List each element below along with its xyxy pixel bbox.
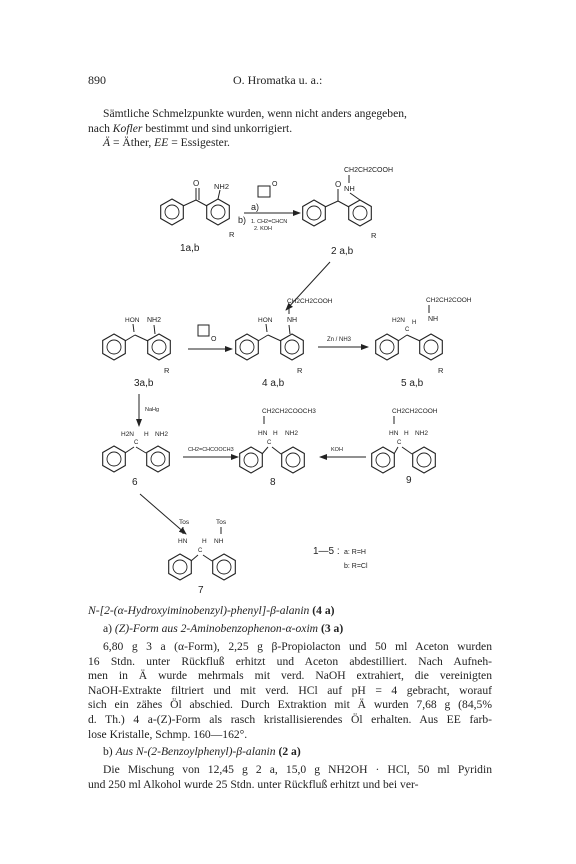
svg-text:KOH: KOH <box>331 447 343 453</box>
label-3: 3a,b <box>134 378 154 389</box>
page-number: 890 <box>88 73 106 87</box>
svg-text:NH2: NH2 <box>147 317 162 324</box>
compound-4 <box>236 298 333 389</box>
running-header: O. Hromatka u. a.: <box>233 73 323 87</box>
compound-8 <box>240 408 317 488</box>
svg-text:a): a) <box>251 202 260 212</box>
svg-text:NaHg: NaHg <box>145 407 160 413</box>
svg-text:C: C <box>134 440 139 446</box>
svg-text:Tos: Tos <box>179 519 190 526</box>
compound-3 <box>103 317 171 389</box>
svg-text:HON: HON <box>125 317 140 324</box>
svg-text:H: H <box>144 431 149 438</box>
arrow-6-7 <box>140 494 186 534</box>
abbreviations: Ä = Äther, EE = Essigester. <box>103 136 230 150</box>
svg-text:NH2: NH2 <box>415 430 429 437</box>
svg-text:O: O <box>272 181 278 188</box>
label-2: 2 a,b <box>331 246 354 257</box>
svg-text:NH2: NH2 <box>285 430 299 437</box>
svg-text:R: R <box>297 366 303 375</box>
label-7: 7 <box>198 585 204 596</box>
svg-text:R: R <box>438 366 444 375</box>
svg-text:H: H <box>412 320 417 326</box>
svg-text:b: R=Cl: b: R=Cl <box>344 563 368 570</box>
svg-text:R: R <box>229 230 235 239</box>
svg-text:HON: HON <box>258 317 273 324</box>
label-4: 4 a,b <box>262 378 285 389</box>
svg-text:NH: NH <box>428 316 439 323</box>
reaction-9-8 <box>320 447 366 457</box>
svg-text:a: R=H: a: R=H <box>344 549 366 556</box>
svg-text:CH2CH2COOH: CH2CH2COOH <box>287 298 333 305</box>
svg-text:R: R <box>371 231 377 240</box>
label-5: 5 a,b <box>401 378 424 389</box>
svg-text:HN: HN <box>178 538 188 545</box>
svg-text:H: H <box>273 430 278 437</box>
svg-text:b): b) <box>238 215 247 225</box>
reaction-6-8 <box>183 447 238 457</box>
compound-7 <box>169 519 236 596</box>
intro-line-2: nach Kofler bestimmt und sind unkorrigiert. <box>88 121 293 135</box>
svg-text:C: C <box>405 327 410 333</box>
intro-line-1: Sämtliche Schmelzpunkte wurden, wenn nicht anders angegeben, <box>103 107 407 120</box>
svg-text:1—5 :: 1—5 : <box>313 546 340 557</box>
label-9: 9 <box>406 475 412 486</box>
svg-text:NH: NH <box>287 317 298 324</box>
reaction-3-6 <box>139 394 159 426</box>
scheme-legend <box>313 546 368 570</box>
subsection-b-heading: b) Aus N-(2-Benzoylphenyl)-β-alanin (2 a) <box>103 745 301 758</box>
svg-text:HN: HN <box>389 430 399 437</box>
reaction-1-2 <box>238 181 300 232</box>
svg-text:H: H <box>202 538 207 545</box>
reaction-3-4 <box>188 325 232 349</box>
compound-1 <box>161 179 235 254</box>
svg-text:CH2CH2COOH: CH2CH2COOH <box>344 167 394 174</box>
svg-text:HN: HN <box>258 430 268 437</box>
paragraph-2: Die Mischung von 12,45 g 2 a, 15,0 g NH2OH · HCl, 50 ml Pyridin und 250 ml Alkohol wurde 25 Stdn. unter Rückfluß erhitzt und bei ver- <box>88 763 492 791</box>
paragraph-1: 6,80 g 3 a (α-Form), 2,25 g β-Propiolacton und 50 ml Aceton wurden 16 Stdn. unter Rückfluß erhitzt und Aceton abdestilliert. Nach Aufneh- men in Ä wurde mehrmals mit verd. NaOH extrahiert, die vereinigten NaOH-Extrakte filtriert und mit verd. HCl auf pH = 4 gebracht, worauf sich ein zähes Öl abschied. Durch Extraktion mit Ä wurden 7,68 g (84,5% d. Th.) 4 a-(Z)-Form als rasch kristallisierendes Öl erhalten. Aus EE farb- lose Kristalle, Schmp. 160—162°. <box>88 640 492 741</box>
svg-text:NH2: NH2 <box>155 431 169 438</box>
svg-text:NH: NH <box>214 538 224 545</box>
compound-5 <box>376 297 472 389</box>
svg-text:H2N: H2N <box>392 317 406 324</box>
svg-text:CH2CH2COOH: CH2CH2COOH <box>426 297 472 304</box>
svg-text:C: C <box>198 548 203 554</box>
svg-text:C: C <box>397 440 402 446</box>
svg-text:Zn / NH3: Zn / NH3 <box>327 337 352 343</box>
label-6: 6 <box>132 477 138 488</box>
svg-text:Tos: Tos <box>216 519 227 526</box>
svg-text:O: O <box>193 179 200 188</box>
svg-text:NH: NH <box>344 184 355 193</box>
section-heading-4a: N-[2-(α-Hydroxyiminobenzyl)-phenyl]-β-alanin (4 a) <box>88 604 335 617</box>
compound-6 <box>103 431 170 488</box>
svg-text:NH2: NH2 <box>214 182 230 191</box>
svg-text:H2N: H2N <box>121 431 135 438</box>
svg-text:O: O <box>335 180 342 189</box>
svg-text:H: H <box>404 430 409 437</box>
svg-text:1. CH2=CHCN: 1. CH2=CHCN <box>251 219 288 225</box>
svg-text:CH2CH2COOH: CH2CH2COOH <box>392 408 438 415</box>
svg-text:2. KOH: 2. KOH <box>254 226 273 232</box>
svg-text:C: C <box>267 440 272 446</box>
svg-text:R: R <box>164 366 170 375</box>
label-8: 8 <box>270 477 276 488</box>
compound-2 <box>303 167 393 257</box>
svg-text:O: O <box>211 336 217 343</box>
svg-text:CH2=CHCOOCH3: CH2=CHCOOCH3 <box>188 447 234 453</box>
svg-text:CH2CH2COOCH3: CH2CH2COOCH3 <box>262 408 316 415</box>
subsection-a-heading: a) (Z)-Form aus 2-Aminobenzophenon-α-oxim (3 a) <box>103 622 344 635</box>
label-1: 1a,b <box>180 243 200 254</box>
reaction-4-5 <box>318 337 368 347</box>
compound-9 <box>372 408 438 486</box>
